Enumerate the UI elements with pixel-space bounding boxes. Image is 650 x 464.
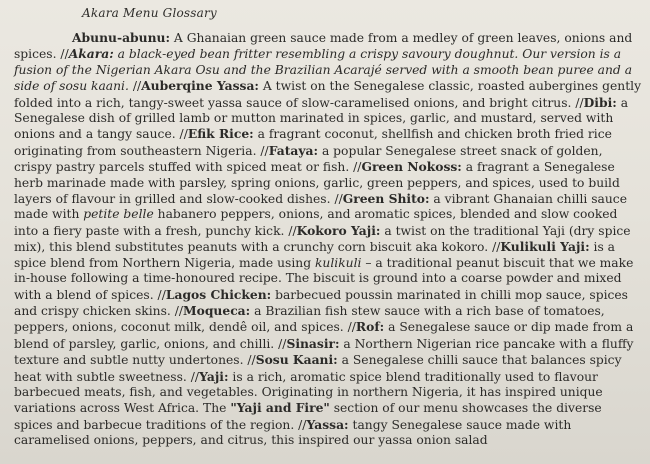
- entry-abunu-abunu: Abunu-abunu: A Ghanaian green sauce made from a medley of green leaves, onions and spices.: [14, 30, 633, 62]
- entry-fataya: Fataya: a popular Senegalese street snack of golden, crispy pastry parcels stuffed with spiced meat or fish.: [14, 142, 603, 175]
- entry-yassa: Yassa: tangy Senegalese sauce made with caramelised onions, peppers, and citrus, this inspired our yassa onion salad: [14, 416, 572, 448]
- entry-akara: Akara: a black-eyed bean fritter resembling a crispy savoury doughnut. Our version is a fusion of the Nigerian Akara Osu and the Brazilian Acarajé served with a smooth bean puree and a side of sosu kaani.: [14, 46, 633, 94]
- entry-green-shito: Green Shito: a vibrant Ghanaian chilli sauce made with petite belle habanero peppers, onions, and aromatic spices, blended and slow cooked into a fiery paste with a fresh, punchy kick.: [14, 191, 627, 238]
- entry-kokoro-yaji: Kokoro Yaji: a twist on the traditional Yaji (dry spice mix), this blend substitutes peanuts with a crunchy corn biscuit aka kokoro.: [14, 222, 631, 255]
- page-title: Akara Menu Glossary: [82, 6, 217, 20]
- entry-yaji: Yaji: is a rich, aromatic spice blend traditionally used to flavour barbecued meats, fish, and vegetables. Originating in northern Nigeria, it has inspired unique variations across West Africa. The "Yaji and Fire" section of our menu showcases the diverse spices and barbecue traditions of the region.: [14, 368, 603, 432]
- entry-dibi: Dibi: a Senegalese dish of grilled lamb or mutton marinated in spices, garlic, and mustard, served with onions and a tangy sauce.: [14, 94, 629, 142]
- entry-lagos-chicken: Lagos Chicken: barbecued poussin marinated in chilli mop sauce, spices and crispy chicken skins.: [14, 286, 628, 318]
- entry-rof: Rof: a Senegalese sauce or dip made from a blend of parsley, garlic, onions, and chilli.: [14, 319, 634, 351]
- entry-sosu-kaani: Sosu Kaani: a Senegalese chilli sauce that balances spicy heat with subtle sweetness.: [14, 352, 622, 384]
- entry-auberqine-yassa: Auberqine Yassa: A twist on the Senegalese classic, roasted aubergines gently folded into a rich, tangy-sweet yassa sauce of slow-caramelised onions, and bright citrus.: [14, 78, 642, 110]
- entry-moqueca: Moqueca: a Brazilian fish stew sauce with a rich base of tomatoes, peppers, onions, coconut milk, dendê oil, and spices.: [14, 302, 605, 335]
- entry-green-nokoss: Green Nokoss: a fragrant a Senegalese herb marinade made with parsley, spring onions, garlic, green peppers, and spices, used to build layers of flavour in grilled and slow-cooked dishes.: [14, 159, 620, 207]
- glossary-text: Abunu-abunu: A Ghanaian green sauce made from a medley of green leaves, onions and spices. //Akara: a black-eyed bean fritter resembling a crispy savoury doughnut. Our version is a fusion of the Nigerian Akara Osu and the Brazilian Acarajé served with a smooth bean puree and a side of sosu kaani. //Auberqine Yassa: A twist on the Senegalese classic, roasted aubergines gently folded into a rich, tangy-sweet yassa sauce of slow-caramelised onions, and bright citrus. //Dibi: a Senegalese dish of grilled lamb or mutton marinated in spices, garlic, and mustard, served with onions and a tangy sauce. //Efik Rice: a fragrant coconut, shellfish and chicken broth fried rice originating from southeastern Nigeria. //Fataya: a popular Senegalese street snack of golden, crispy pastry parcels stuffed with spiced meat or fish. //Green Nokoss: a fragrant a Senegalese herb marinade made with parsley, spring onions, garlic, green peppers, and spices, used to build layers of flavour in grilled and slow-cooked dishes. //Green Shito: a vibrant Ghanaian chilli sauce made with petite belle habanero peppers, onions, and aromatic spices, blended and slow cooked into a fiery paste with a fresh, punchy kick. //Kokoro Yaji: a twist on the traditional Yaji (dry spice mix), this blend substitutes peanuts with a crunchy corn biscuit aka kokoro. //Kulikuli Yaji: is a spice blend from Northern Nigeria, made using kulikuli – a traditional peanut biscuit that we make in-house following a time-honoured recipe. The biscuit is ground into a coarse powder and mixed with a blend of spices. //Lagos Chicken: barbecued poussin marinated in chilli mop sauce, spices and crispy chicken skins. //Moqueca: a Brazilian fish stew sauce with a rich base of tomatoes, peppers, onions, coconut milk, dendê oil, and spices. //Rof: a Senegalese sauce or dip made from a blend of parsley, garlic, onions, and chilli. //Sinasir: a Northern Nigerian rice pancake with a fluffy texture and subtle nutty undertones. //Sosu Kaani: a Senegalese chilli sauce that balances spicy heat with subtle sweetness. //Yaji: is a rich, aromatic spice blend traditionally used to flavour barbecued meats, fish, and vegetables. Originating in northern Nigeria, it has inspired unique variations across West Africa. The "Yaji and Fire" section of our menu showcases the diverse spices and barbecue traditions of the region. //Yassa: tangy Senegalese sauce made with caramelised onions, peppers, and citrus, this inspired our yassa onion salad: [14, 30, 642, 448]
- entry-kulikuli-yaji: Kulikuli Yaji: is a spice blend from Northern Nigeria, made using kulikuli – a traditional peanut biscuit that we make in-house following a time-honoured recipe. The biscuit is ground into a coarse powder and mixed with a blend of spices.: [14, 239, 634, 302]
- entry-sinasir: Sinasir: a Northern Nigerian rice pancake with a fluffy texture and subtle nutty undertones.: [14, 335, 634, 368]
- entry-efik-rice: Efik Rice: a fragrant coconut, shellfish and chicken broth fried rice originating from southeastern Nigeria.: [14, 126, 612, 158]
